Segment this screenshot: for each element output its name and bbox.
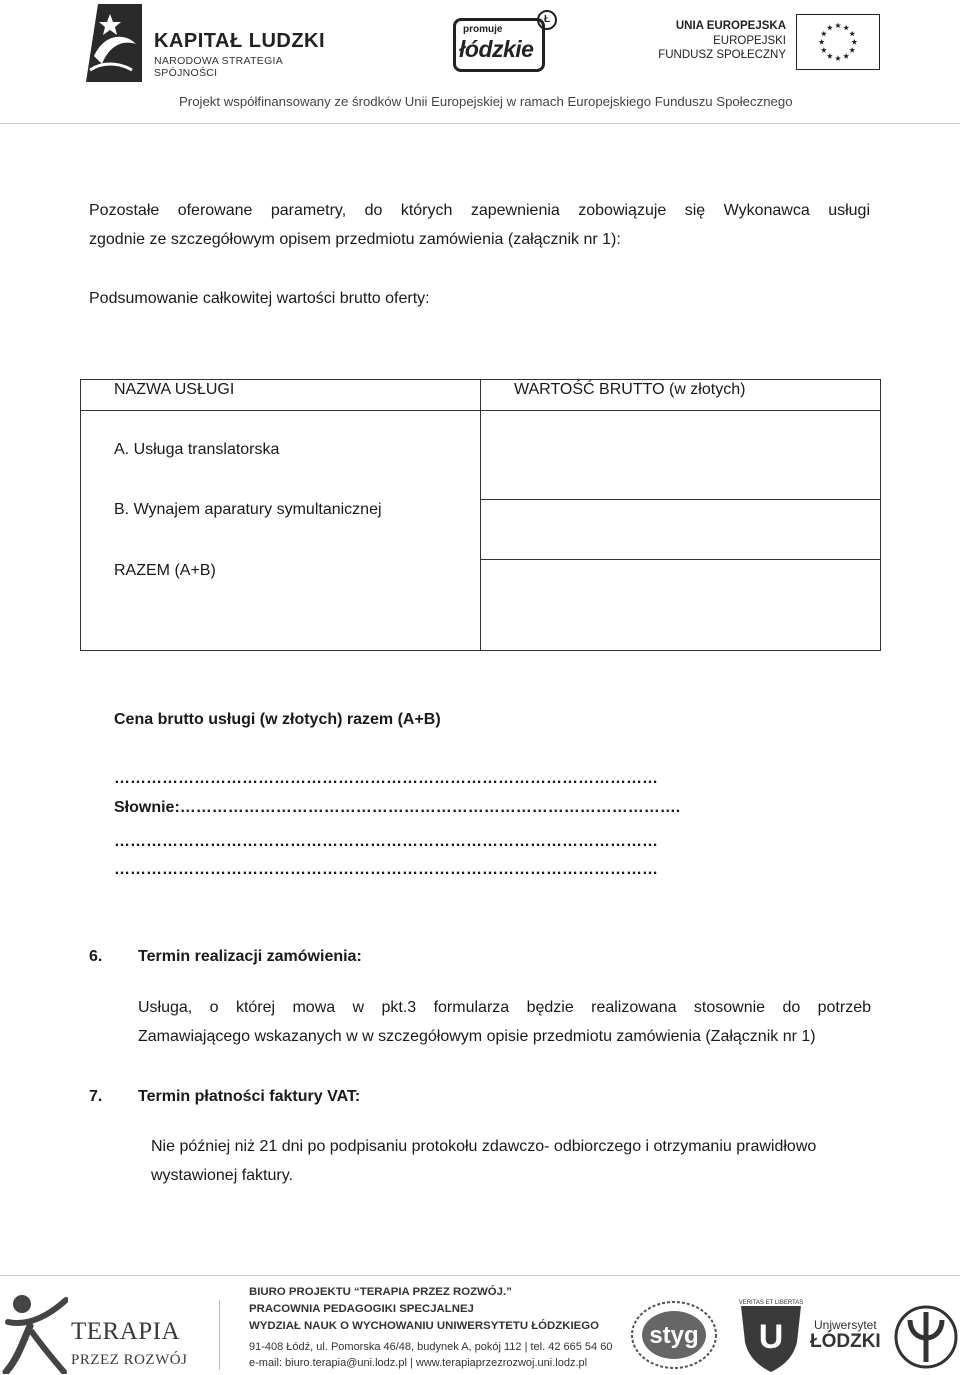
table-header-divider <box>80 410 881 411</box>
terapia-subtitle: PRZEZ ROZWÓJ <box>71 1352 188 1368</box>
footer-contact-line: e-mail: biuro.terapia@uni.lodz.pl | www.terapiaprzezrozwoj.uni.lodz.pl <box>249 1357 588 1369</box>
terapia-title: TERAPIA <box>71 1318 181 1345</box>
section-7-title: Termin płatności faktury VAT: <box>138 1088 361 1105</box>
table-header-value: WARTOŚĆ BRUTTO (w złotych) <box>514 381 746 398</box>
footer-address-line: 91-408 Łódź, ul. Pomorska 46/48, budynek A, pokój 112 | tel. 42 665 54 60 <box>249 1341 613 1353</box>
section-7-number: 7. <box>89 1088 103 1105</box>
eu-star-icon <box>835 23 841 29</box>
section-6-title: Termin realizacji zamówienia: <box>138 948 362 965</box>
eu-line-2: EUROPEJSKI <box>713 35 786 47</box>
eu-star-icon <box>827 25 833 31</box>
section-6-number: 6. <box>89 948 103 965</box>
page-header <box>0 0 960 124</box>
eu-star-icon <box>821 31 827 37</box>
eu-star-icon <box>821 47 827 53</box>
footer-vertical-divider <box>219 1300 220 1370</box>
price-summary-table <box>80 379 881 651</box>
styg-logo <box>628 1298 720 1372</box>
footer-divider <box>0 1275 960 1276</box>
eu-line-1: UNIA EUROPEJSKA <box>675 20 786 32</box>
psi-emblem-icon <box>894 1302 958 1372</box>
words-fill-line: Słownie:…………………………………………………………………………………. <box>114 799 681 816</box>
footer-office-line: BIURO PROJEKTU “TERAPIA PRZEZ ROZWÓJ.” <box>249 1286 512 1298</box>
eu-star-icon <box>851 39 857 45</box>
terapia-przez-rozwoj-logo <box>0 1290 200 1375</box>
eu-line-3: FUNDUSZ SPOŁECZNY <box>658 49 786 61</box>
table-row-divider-a <box>480 499 881 500</box>
lodzkie-text: łódzkie <box>459 36 534 62</box>
table-border-right <box>880 379 881 651</box>
table-row-total-label: RAZEM (A+B) <box>114 562 216 579</box>
eu-flag-icon <box>796 14 880 70</box>
table-column-divider <box>480 379 481 651</box>
footer-department-line: PRACOWNIA PEDAGOGIKI SPECJALNEJ <box>249 1303 474 1315</box>
table-row-b-label: B. Wynajem aparatury symultanicznej <box>114 501 382 518</box>
kapital-ludzki-title: KAPITAŁ LUDZKI <box>154 30 326 52</box>
styg-text: styg <box>649 1322 699 1349</box>
eu-star-icon <box>835 55 841 61</box>
section-7-text-line-2: wystawionej faktury. <box>151 1167 293 1184</box>
project-cofinancing-line: Projekt współfinansowany ze środków Unii Europejskiej w ramach Europejskiego Funduszu Społecznego <box>179 94 793 109</box>
price-fill-line: ………………………………………………………………………………………… <box>114 770 658 787</box>
lodzkie-coin-icon: Ł <box>537 10 557 30</box>
table-border-left <box>80 379 81 651</box>
fill-line-2: ………………………………………………………………………………………… <box>114 833 658 850</box>
price-label: Cena brutto usługi (w złotych) razem (A+B) <box>114 711 441 728</box>
university-name-line-2: ŁÓDZKI <box>810 1331 881 1352</box>
eu-star-icon <box>849 47 855 53</box>
kapital-ludzki-subtitle: NARODOWA STRATEGIA SPÓJNOŚCI <box>154 55 283 79</box>
table-header-service: NAZWA USŁUGI <box>114 381 235 398</box>
university-seal-logo <box>735 1298 807 1374</box>
fill-line-3: ………………………………………………………………………………………… <box>114 861 658 878</box>
eu-star-icon <box>843 25 849 31</box>
section-7-text-line-1: Nie później niż 21 dni po podpisaniu protokołu zdawczo- odbiorczego i otrzymaniu prawidłowo <box>151 1138 817 1155</box>
promuje-lodzkie-logo <box>453 10 557 74</box>
university-motto: VERITAS ET LIBERTAS <box>738 1300 804 1306</box>
header-divider <box>0 123 960 124</box>
promuje-text: promuje <box>463 24 503 35</box>
eu-star-icon <box>843 53 849 59</box>
eu-star-icon <box>827 53 833 59</box>
section-6-text-line-2: Zamawiającego wskazanych w w szczegółowym opisie przedmiotu zamówienia (Załącznik nr 1) <box>138 1028 816 1045</box>
university-name-line-1: Uniwersytet <box>814 1318 877 1332</box>
eu-star-icon <box>819 39 825 45</box>
kapital-ludzki-logo <box>84 4 344 82</box>
table-row-divider-b <box>480 559 881 560</box>
footer-faculty-line: WYDZIAŁ NAUK O WYCHOWANIU UNIWERSYTETU ŁÓDZKIEGO <box>249 1320 599 1332</box>
section-6-text-line-1: Usługa, o której mowa w pkt.3 formularza będzie realizowana stosownie do potrzeb <box>138 999 871 1016</box>
svg-text:U: U <box>758 1318 784 1356</box>
intro-line-1: Pozostałe oferowane parametry, do których zapewnienia zobowiązuje się Wykonawca usługi <box>89 202 870 219</box>
terapia-figure-icon <box>2 1292 68 1374</box>
eu-logo <box>658 14 880 70</box>
kapital-ludzki-emblem-icon <box>84 4 142 82</box>
table-row-a-label: A. Usługa translatorska <box>114 441 280 458</box>
summary-heading: Podsumowanie całkowitej wartości brutto oferty: <box>89 290 430 307</box>
intro-line-2: zgodnie ze szczegółowym opisem przedmiotu zamówienia (załącznik nr 1): <box>89 231 621 248</box>
eu-star-icon <box>849 31 855 37</box>
